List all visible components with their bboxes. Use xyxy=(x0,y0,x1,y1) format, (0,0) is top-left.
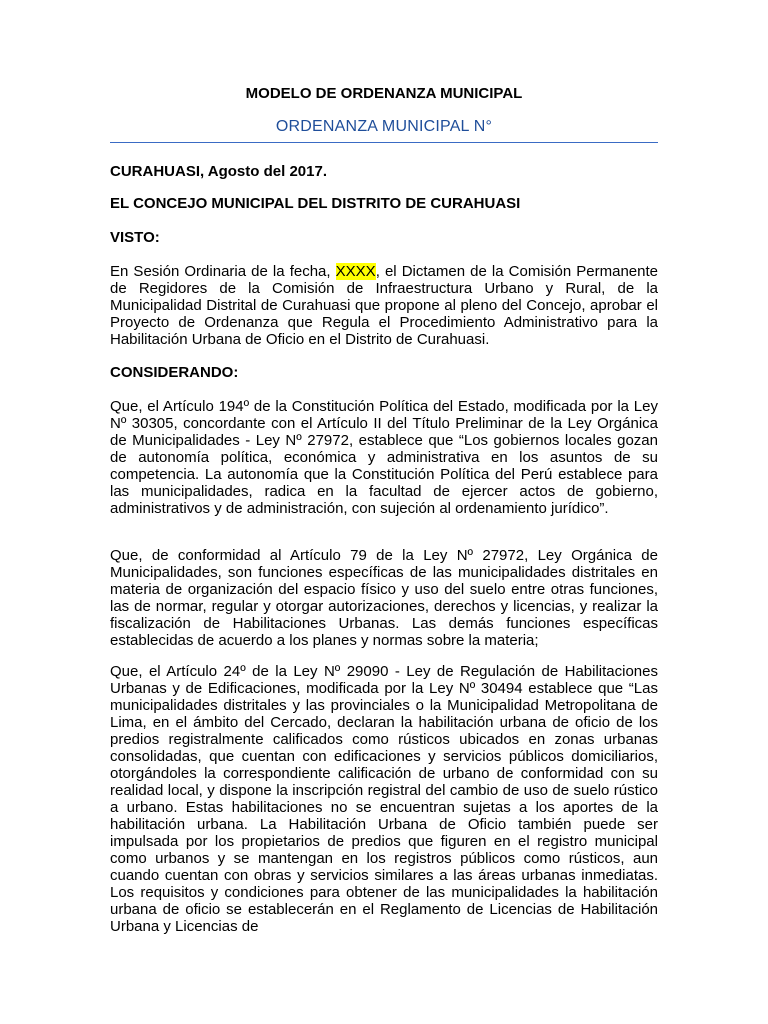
considerando-heading: CONSIDERANDO: xyxy=(110,364,239,381)
document-title: MODELO DE ORDENANZA MUNICIPAL xyxy=(245,85,523,102)
title-underline xyxy=(110,142,658,143)
visto-text-start: En Sesión Ordinaria de la fecha, xyxy=(110,263,336,280)
visto-paragraph xyxy=(110,263,658,348)
visto-heading: VISTO: xyxy=(110,229,160,246)
considerando-paragraph-2: Que, de conformidad al Artículo 79 de la Ley Nº 27972, Ley Orgánica de Municipalidades, son funciones específicas de las municipalidades distritales en materia de organización del espacio físico y uso del suelo entre otras funciones, las de normar, regular y otorgar autorizaciones, derechos y licencias, y realizar la fiscalización de Habilitaciones Urbanas. Las demás funciones específicas establecidas de acuerdo a los planes y normas sobre la materia; xyxy=(110,547,658,649)
visto-text-end: , el Dictamen de la Comisión Permanente de Regidores de la Comisión de Infraestructura Urbano y Rural, de la Municipalidad Distrital de Curahuasi que propone al pleno del Concejo, aprobar el Proyecto de Ordenanza que Regula el Procedimiento Administrativo para la Habilitación Urbana de Oficio en el Distrito de Curahuasi. xyxy=(110,263,659,348)
highlighted-placeholder: XXXX xyxy=(335,263,376,280)
date-line: CURAHUASI, Agosto del 2017. xyxy=(110,163,327,180)
council-heading: EL CONCEJO MUNICIPAL DEL DISTRITO DE CURAHUASI xyxy=(110,195,521,212)
considerando-paragraph-1: Que, el Artículo 194º de la Constitución Política del Estado, modificada por la Ley Nº 30305, concordante con el Artículo II del Título Preliminar de la Ley Orgánica de Municipalidades - Ley Nº 27972, establece que “Los gobiernos locales gozan de autonomía política, económica y administrativa en los asuntos de su competencia. La autonomía que la Constitución Política del Perú establece para las municipalidades, radica en la facultad de ejercer actos de gobierno, administrativos y de administración, con sujeción al ordenamiento jurídico”. xyxy=(110,398,658,517)
ordinance-number-heading: ORDENANZA MUNICIPAL N° xyxy=(275,118,493,135)
considerando-paragraph-3: Que, el Artículo 24º de la Ley Nº 29090 - Ley de Regulación de Habilitaciones Urbanas y de Edificaciones, modificada por la Ley Nº 30494 establece que “Las municipalidades distritales y las provinciales o la Municipalidad Metropolitana de Lima, en el ámbito del Cercado, declaran la habilitación urbana de oficio de los predios registralmente calificados como rústicos ubicados en zonas urbanas consolidadas, que cuentan con edificaciones y servicios públicos domiciliarios, otorgándoles la correspondiente calificación de urbano de conformidad con su realidad local, y dispone la inscripción registral del cambio de uso de suelo rústico a urbano. Estas habilitaciones no se encuentran sujetas a los aportes de la habilitación urbana. La Habilitación Urbana de Oficio también puede ser impulsada por los propietarios de predios que figuren en el registro municipal como urbanos y se mantengan en los registros públicos como rústicos, aun cuando cuentan con obras y servicios similares a las áreas urbanas inmediatas. Los requisitos y condiciones para obtener de las municipalidades la habilitación urbana de oficio se establecerán en el Reglamento de Licencias de Habilitación Urbana y Licencias de xyxy=(110,663,658,935)
